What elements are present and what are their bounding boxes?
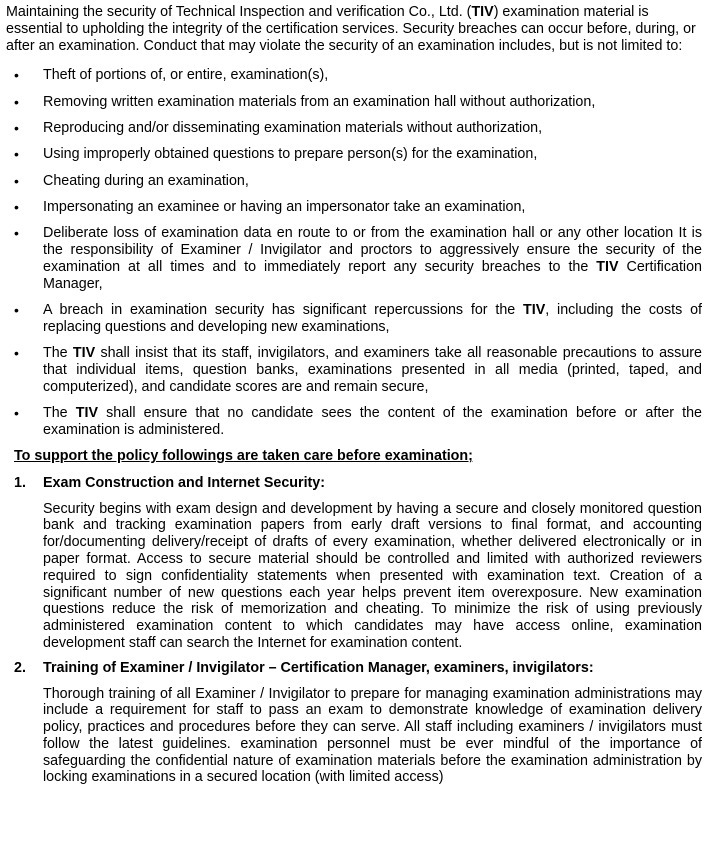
- bullet-icon: •: [14, 119, 19, 136]
- bullet-icon: •: [14, 146, 19, 163]
- list-item: • A breach in examination security has significant repercussions for the TIV, including the costs of replacing questions and developing new examinations,: [14, 301, 702, 335]
- list-item: • Removing written examination materials from an examination hall without authorization,: [14, 93, 596, 110]
- bullet-icon: •: [14, 225, 19, 242]
- list-item: • Theft of portions of, or entire, examination(s),: [14, 67, 329, 84]
- bullet-icon: •: [14, 67, 19, 84]
- section-title-exam-construction: 1. Exam Construction and Internet Security:: [14, 474, 326, 491]
- bullet-icon: •: [14, 404, 19, 421]
- list-item: • Cheating during an examination,: [14, 172, 249, 189]
- list-item: • Impersonating an examinee or having an impersonator take an examination,: [14, 198, 526, 215]
- list-item: • The TIV shall ensure that no candidate sees the content of the examination before or after the examination is administered.: [14, 404, 703, 438]
- bullet-icon: •: [14, 198, 19, 215]
- list-item: • The TIV shall insist that its staff, invigilators, and examiners take all reasonable precautions to assure that individual items, question banks, examinations presented in all media (printed, taped, and computerized), and candidate scores are and remain secure,: [14, 344, 702, 395]
- security-violations-list: [6, 67, 702, 438]
- list-item: • Deliberate loss of examination data en route to or from the examination hall or any other location It is the responsibility of Examiner / Invigilator and proctors to aggressively ensure the security of the examination at all times and to immediately report any security breaches to the TIV Certification Manager,: [14, 225, 702, 292]
- bullet-icon: •: [14, 301, 19, 318]
- intro-paragraph: Maintaining the security of Technical Inspection and verification Co., Ltd. (TIV) examination material is essential to upholding the integrity of the certification services. Security breaches can occur before, during, or after an examination. Conduct that may violate the security of an examination includes, but is not limited to:: [6, 4, 696, 54]
- section-title-training: 2. Training of Examiner / Invigilator – Certification Manager, examiners, invigilators:: [14, 659, 594, 676]
- bullet-icon: •: [14, 93, 19, 110]
- bullet-icon: •: [14, 344, 19, 361]
- list-item: • Using improperly obtained questions to prepare person(s) for the examination,: [14, 146, 538, 163]
- list-item: • Reproducing and/or disseminating examination materials without authorization,: [14, 119, 543, 136]
- tiv-abbrev: TIV: [471, 4, 494, 20]
- section-number: 2.: [14, 659, 26, 676]
- section-body-exam-construction: Security begins with exam design and development by having a secure and closely monitored question bank and tracking examination papers from early draft versions to final format, and accounting for/documenting delivery/receipt of drafts of every examination, whether delivered electronically or in paper format. Access to secure material should be controlled and limited with authorized reviewers required to sign confidentiality statements when presented with examination text. Creation of a significant number of new questions each year helps prevent item overexposure. New examination questions reduce the risk of memorization and cheating. To minimize the risk of using previously administered examination content to which candidates may have access online, examination development staff can search the Internet for examination content.: [43, 500, 702, 651]
- section-number: 1.: [14, 474, 26, 491]
- policy-heading: To support the policy followings are taken care before examination;: [14, 447, 473, 464]
- section-body-training: Thorough training of all Examiner / Invigilator to prepare for managing examination administrations may include a requirement for staff to pass an exam to demonstrate knowledge of examination delivery policy, practices and procedures before they can serve. All staff including examiners / invigilators must follow the latest guidelines. examination personnel must be ever mindful of the importance of safeguarding the confidential nature of examination materials before the examination administration by locking examinations in a secured location (with limited access): [43, 685, 702, 786]
- bullet-icon: •: [14, 172, 19, 189]
